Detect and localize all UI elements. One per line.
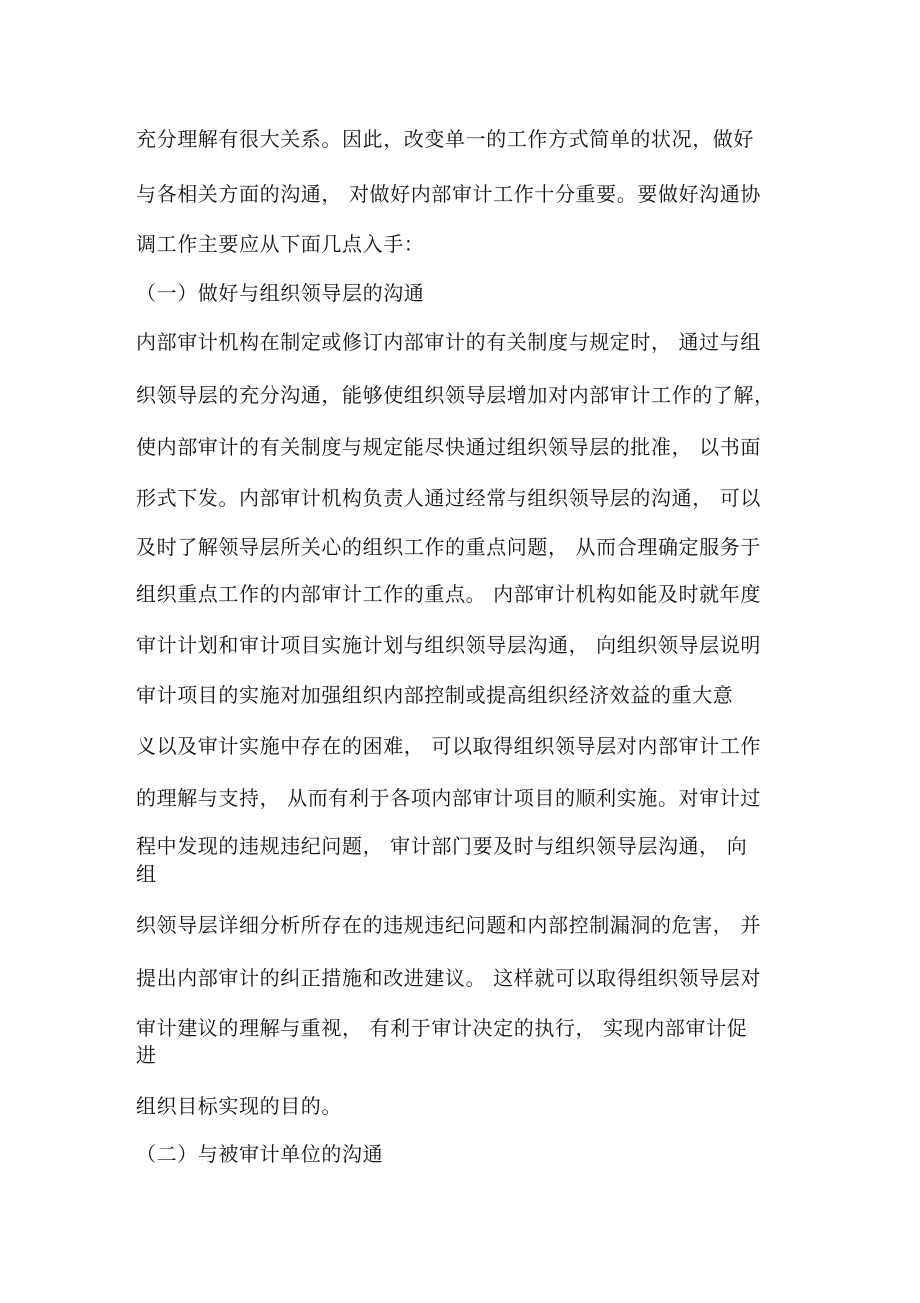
body-text-line: 进: [136, 1043, 157, 1067]
body-text-line: 及时了解领导层所关心的组织工作的重点问题， 从而合理确定服务于: [136, 535, 761, 559]
body-text-line: 形式下发。内部审计机构负责人通过经常与组织领导层的沟通， 可以: [136, 486, 761, 510]
body-text-line: 调工作主要应从下面几点入手：: [136, 232, 425, 256]
body-text-line: 审计计划和审计项目实施计划与组织领导层沟通， 向组织领导层说明: [136, 633, 761, 657]
body-text-line: 组: [136, 862, 157, 886]
body-text-line: 内部审计机构在制定或修订内部审计的有关制度与规定时， 通过与组: [136, 330, 761, 354]
body-text-line: 组织目标实现的目的。: [136, 1094, 342, 1118]
body-text-line: 组织重点工作的内部审计工作的重点。 内部审计机构如能及时就年度: [136, 582, 761, 606]
body-text-line: 义以及审计实施中存在的困难， 可以取得组织领导层对内部审计工作: [136, 734, 761, 758]
section-heading: （一）做好与组织领导层的沟通: [136, 281, 425, 305]
body-text-line: 的理解与支持， 从而有利于各项内部审计项目的顺利实施。对审计过: [136, 786, 761, 810]
body-text-line: 提出内部审计的纠正措施和改进建议。 这样就可以取得组织领导层对: [136, 966, 761, 990]
body-text-line: 程中发现的违规违纪问题， 审计部门要及时与组织领导层沟通， 向: [136, 834, 748, 858]
body-text-line: 审计建议的理解与重视， 有利于审计决定的执行， 实现内部审计促: [136, 1016, 748, 1040]
body-text-line: 织领导层详细分析所存在的违规违纪问题和内部控制漏洞的危害， 并: [136, 913, 761, 937]
section-heading: （二）与被审计单位的沟通: [136, 1142, 384, 1166]
body-text-line: 织领导层的充分沟通，能够使组织领导层增加对内部审计工作的了解，: [136, 383, 775, 407]
body-text-line: 充分理解有很大关系。因此，改变单一的工作方式简单的状况，做好: [136, 127, 754, 151]
body-text-line: 与各相关方面的沟通， 对做好内部审计工作十分重要。要做好沟通协: [136, 182, 761, 206]
body-text-line: 使内部审计的有关制度与规定能尽快通过组织领导层的批准， 以书面: [136, 435, 761, 459]
body-text-line: 审计项目的实施对加强组织内部控制或提高组织经济效益的重大意: [136, 683, 734, 707]
